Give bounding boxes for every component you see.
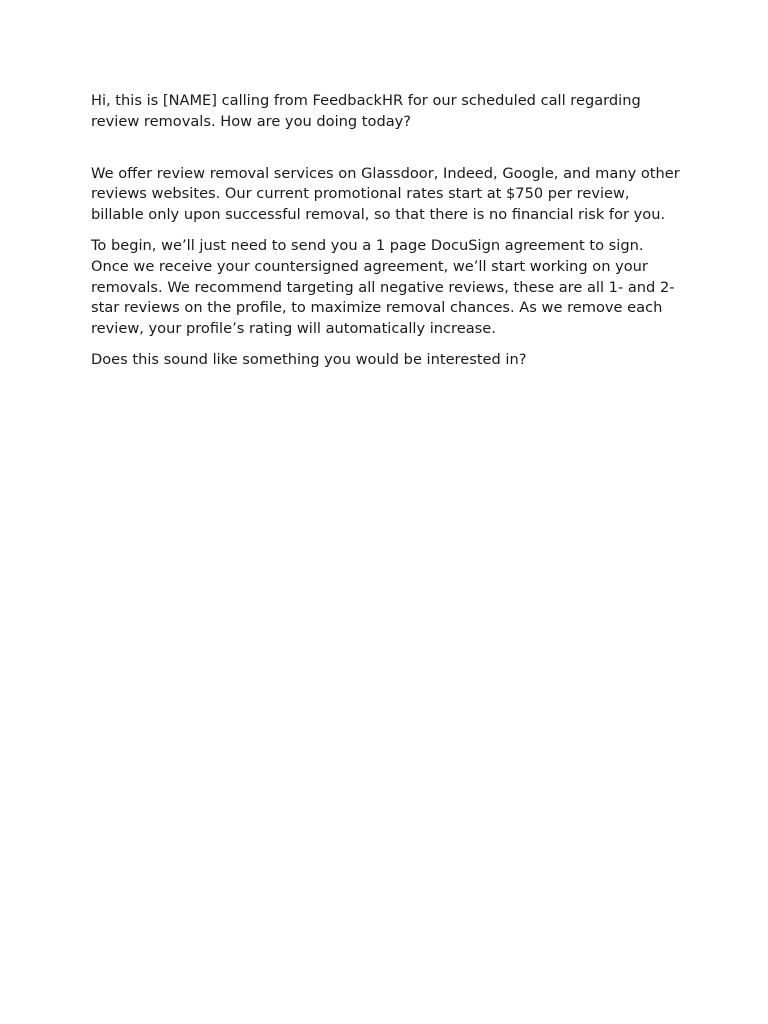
greeting-paragraph: Hi, this is [NAME] calling from FeedbackHR for our scheduled call regarding review removals. How are you doing today? — [91, 92, 641, 130]
closing-question-paragraph: Does this sound like something you would be interested in? — [91, 350, 527, 368]
process-paragraph: To begin, we’ll just need to send you a 1 page DocuSign agreement to sign. Once we receive your countersigned agreement, we’ll start working on your removals. We recommend targeting all negative reviews, these are all 1- and 2-star reviews on the profile, to maximize removal chances. As we remove each review, your profile’s rating will automatically increase. — [91, 236, 675, 338]
document-body — [91, 91, 681, 371]
services-paragraph: We offer review removal services on Glassdoor, Indeed, Google, and many other reviews websites. Our current promotional rates start at $750 per review, billable only upon successful removal, so that there is no financial risk for you. — [91, 164, 680, 224]
